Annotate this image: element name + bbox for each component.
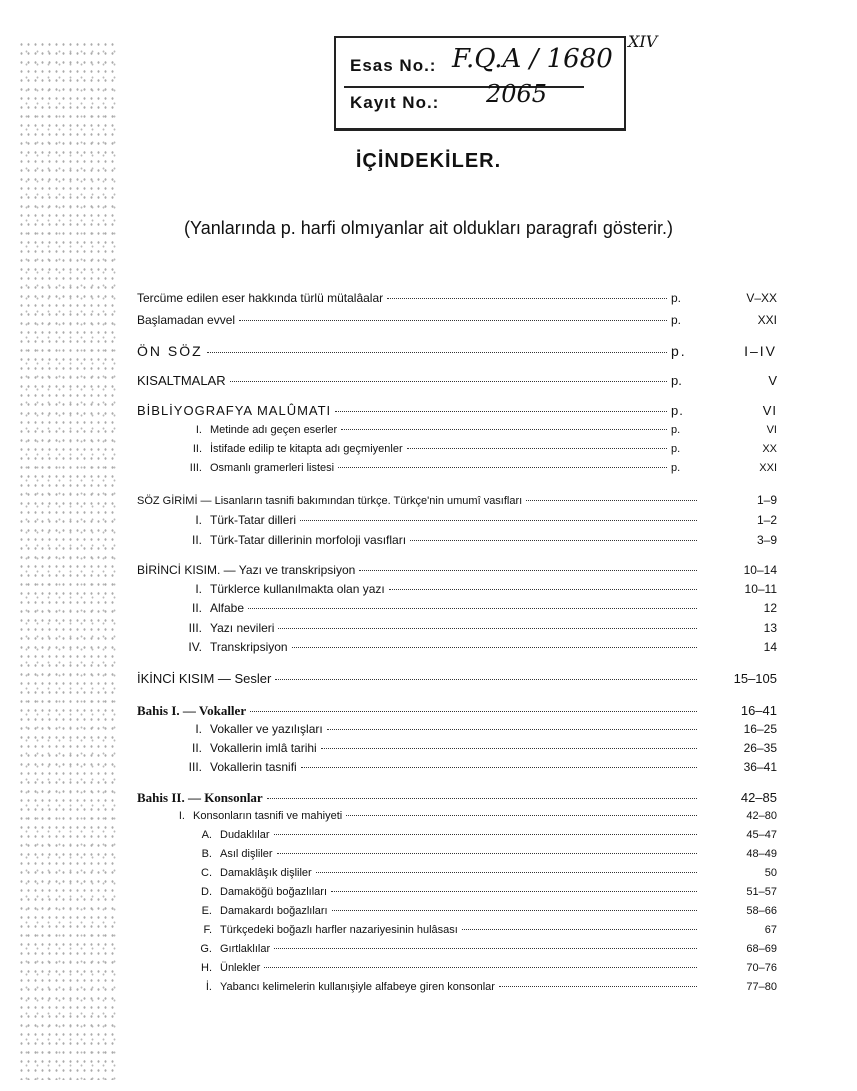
toc-entry-label: Alfabe <box>210 601 245 615</box>
leader-dots <box>264 967 697 968</box>
toc-entry <box>172 513 777 527</box>
toc-entry-pages: 3–9 <box>756 533 777 547</box>
leader-dots <box>275 679 697 680</box>
leader-dots <box>248 608 697 609</box>
toc-entry-label: Gırtlaklılar <box>220 943 271 955</box>
leader-dots <box>278 628 697 629</box>
leader-dots <box>526 500 697 501</box>
toc-entry-pages: 68–69 <box>746 943 777 955</box>
toc-entry-pages: 1–2 <box>756 513 777 527</box>
toc-entry-prefix: p. <box>671 313 682 327</box>
handwritten-page-mark: XIV <box>628 32 658 51</box>
leader-dots <box>274 834 697 835</box>
toc-entry <box>190 848 777 860</box>
toc-entry-number: I. <box>195 582 202 596</box>
toc-entry <box>172 621 777 635</box>
toc-entry-pages: 10–14 <box>743 563 777 577</box>
toc-entry-number: I. <box>195 424 202 436</box>
toc-entry-number: II. <box>191 741 202 755</box>
toc-entry-prefix: p. <box>671 443 681 455</box>
leader-dots <box>332 910 697 911</box>
toc-entry-number: A. <box>201 829 212 841</box>
toc-entry-pages: 26–35 <box>743 741 777 755</box>
toc-entry <box>190 981 777 993</box>
toc-entry-label: Vokallerin imlâ tarihi <box>210 741 317 755</box>
leader-dots <box>239 320 667 321</box>
toc-entry <box>172 443 777 455</box>
toc-entry-number: III. <box>188 621 202 635</box>
toc-entry-label: Damaköğü boğazlıları <box>220 886 328 898</box>
toc-entry-pages: 42–85 <box>740 790 777 805</box>
leader-dots <box>407 448 667 449</box>
toc-entry-number: C. <box>201 867 212 879</box>
toc-entry-number: İ. <box>205 981 212 993</box>
stamp-label-esas: Esas No.: <box>350 56 437 75</box>
toc-entry-label: Transkripsiyon <box>210 640 288 654</box>
leader-dots <box>250 711 697 712</box>
toc-entry-label: Vokallerin tasnifi <box>210 760 297 774</box>
toc-entry-pages: 67 <box>764 924 777 936</box>
toc-entry-label: Türklerce kullanılmakta olan yazı <box>210 582 385 596</box>
toc-entry-label: Damaklâşık dişliler <box>220 867 312 879</box>
toc-entry-number: E. <box>201 905 212 917</box>
toc-entry-label: Türkçedeki boğazlı harfler nazariyesinin hulâsası <box>220 924 458 936</box>
toc-entry-number: II. <box>191 533 202 547</box>
toc-entry-pages: 1–9 <box>756 493 777 507</box>
toc-entry-pages: 13 <box>763 621 777 635</box>
toc-entry-pages: 16–41 <box>740 703 777 718</box>
toc-entry-number: IV. <box>188 640 202 654</box>
page-subtitle: (Yanlarında p. harfi olmıyanlar ait oldukları paragrafı gösterir.) <box>184 218 673 238</box>
toc-entry-label: Asıl dişliler <box>220 848 273 860</box>
toc-entry-pages: VI <box>762 403 777 418</box>
leader-dots <box>301 767 697 768</box>
toc-entry <box>137 291 777 305</box>
leader-dots <box>267 798 697 799</box>
toc-entry <box>137 493 777 507</box>
toc-entry-number: H. <box>201 962 212 974</box>
stamp-label-kayit: Kayıt No.: <box>350 93 440 112</box>
library-stamp <box>334 36 626 131</box>
toc-entry <box>137 703 777 719</box>
toc-entry <box>137 671 777 686</box>
leader-dots <box>341 429 667 430</box>
toc-entry-label: SÖZ GİRİMİ — Lisanların tasnifi bakımından türkçe. Türkçe'nin umumî vasıfları <box>137 495 523 507</box>
toc-entry-pages: V <box>768 373 777 388</box>
toc-entry-pages: 10–11 <box>744 582 777 596</box>
toc-entry-label: İKİNCİ KISIM — Sesler <box>137 671 272 686</box>
toc-entry <box>165 810 777 822</box>
toc-entry <box>172 640 777 654</box>
toc-entry-number: B. <box>201 848 212 860</box>
toc-entry <box>172 533 777 547</box>
toc-entry <box>137 343 777 359</box>
leader-dots <box>462 929 697 930</box>
toc-entry-number: I. <box>195 513 202 527</box>
leader-dots <box>274 948 697 949</box>
toc-entry-label: KISALTMALAR <box>137 373 226 388</box>
toc-entry-label: BİBLİYOGRAFYA MALÛMATI <box>137 403 332 418</box>
toc-entry-number: I. <box>178 810 185 822</box>
toc-entry-label: Yazı nevileri <box>210 621 275 635</box>
toc-entry-pages: 15–105 <box>733 671 777 686</box>
toc-entry-pages: 70–76 <box>746 962 777 974</box>
toc-entry <box>137 563 777 577</box>
toc-entry-number: D. <box>201 886 212 898</box>
toc-entry-prefix: p. <box>671 291 682 305</box>
leader-dots <box>327 729 697 730</box>
toc-entry <box>137 313 777 327</box>
leader-dots <box>387 298 667 299</box>
leader-dots <box>410 540 697 541</box>
toc-entry <box>190 905 777 917</box>
leader-dots <box>335 411 667 412</box>
toc-entry <box>172 741 777 755</box>
toc-entry-pages: 50 <box>764 867 777 879</box>
toc-entry <box>137 373 777 388</box>
toc-entry-pages: 51–57 <box>746 886 777 898</box>
toc-entry-prefix: p. <box>671 373 682 388</box>
page-title: İÇİNDEKİLER. <box>355 150 502 172</box>
leader-dots <box>300 520 697 521</box>
leader-dots <box>499 986 697 987</box>
leader-dots <box>316 872 697 873</box>
toc-entry <box>137 403 777 418</box>
toc-entry-label: Konsonların tasnifi ve mahiyeti <box>193 810 343 822</box>
toc-entry-pages: 45–47 <box>746 829 777 841</box>
leader-dots <box>338 467 667 468</box>
toc-entry <box>190 924 777 936</box>
toc-entry-label: Bahis I. — Vokaller <box>137 703 247 718</box>
toc-entry-prefix: p. <box>671 343 687 359</box>
toc-entry-prefix: p. <box>671 462 681 474</box>
toc-entry <box>190 829 777 841</box>
toc-entry-pages: 16–25 <box>743 722 777 736</box>
toc-entry-label: İstifade edilip te kitapta adı geçmiyenler <box>210 443 403 455</box>
toc-entry-pages: 36–41 <box>743 760 777 774</box>
toc-entry-number: G. <box>200 943 212 955</box>
stamp-value-kayit: 2065 <box>486 80 548 108</box>
toc-entry-label: Tercüme edilen eser hakkında türlü mütalâalar <box>137 291 384 305</box>
toc-entry-label: Osmanlı gramerleri listesi <box>210 462 335 474</box>
toc-entry-number: II. <box>192 443 202 455</box>
stamp-divider <box>344 86 584 88</box>
toc-entry-pages: XX <box>762 443 777 455</box>
stamp-value-esas: F.Q.A / 1680 <box>452 44 613 74</box>
toc-entry-label: Vokaller ve yazılışları <box>210 722 323 736</box>
leader-dots <box>346 815 697 816</box>
leader-dots <box>207 352 667 353</box>
toc-entry-label: Metinde adı geçen eserler <box>210 424 338 436</box>
toc-entry-label: Yabancı kelimelerin kullanışiyle alfabeye giren konsonlar <box>220 981 495 993</box>
leader-dots <box>292 647 697 648</box>
toc-entry-label: Türk-Tatar dillerinin morfoloji vasıfları <box>210 533 407 547</box>
toc-entry-label: Başlamadan evvel <box>137 313 236 327</box>
toc-entry <box>172 424 777 436</box>
toc-entry <box>172 722 777 736</box>
scan-noise-margin <box>18 40 118 1080</box>
toc-entry <box>137 790 777 806</box>
toc-entry-pages: XXI <box>757 313 777 327</box>
toc-entry-pages: XXI <box>759 462 777 474</box>
toc-entry-label: Türk-Tatar dilleri <box>210 513 297 527</box>
toc-entry-pages: 12 <box>763 601 777 615</box>
toc-entry-number: III. <box>189 462 202 474</box>
toc-entry-pages: 77–80 <box>746 981 777 993</box>
toc-entry-label: Bahis II. — Konsonlar <box>137 790 263 805</box>
toc-entry-label: BİRİNCİ KISIM. — Yazı ve transkripsiyon <box>137 563 356 577</box>
toc-entry-pages: 48–49 <box>746 848 777 860</box>
toc-entry-label: Ünlekler <box>220 962 261 974</box>
toc-entry-pages: 14 <box>763 640 777 654</box>
toc-entry-label: ÖN SÖZ <box>137 343 203 359</box>
toc-entry-pages: I–IV <box>744 343 777 359</box>
toc-entry-pages: V–XX <box>746 291 777 305</box>
toc-entry-prefix: p. <box>671 403 684 418</box>
toc-entry-number: II. <box>191 601 202 615</box>
toc-entry-number: I. <box>195 722 202 736</box>
toc-entry-number: III. <box>188 760 202 774</box>
toc-entry-label: Damakardı boğazlıları <box>220 905 328 917</box>
leader-dots <box>389 589 697 590</box>
toc-entry <box>190 962 777 974</box>
toc-entry-pages: VI <box>766 424 777 436</box>
toc-entry <box>172 582 777 596</box>
toc-entry <box>190 886 777 898</box>
toc-entry-pages: 42–80 <box>746 810 777 822</box>
leader-dots <box>230 381 667 382</box>
toc-entry-prefix: p. <box>671 424 681 436</box>
leader-dots <box>277 853 697 854</box>
leader-dots <box>321 748 697 749</box>
toc-entry-number: F. <box>203 924 212 936</box>
toc-entry <box>172 760 777 774</box>
leader-dots <box>331 891 697 892</box>
toc-entry <box>190 943 777 955</box>
toc-entry <box>190 867 777 879</box>
leader-dots <box>359 570 697 571</box>
toc-entry <box>172 601 777 615</box>
toc-entry-pages: 58–66 <box>746 905 777 917</box>
toc-entry <box>172 462 777 474</box>
toc-entry-label: Dudaklılar <box>220 829 270 841</box>
